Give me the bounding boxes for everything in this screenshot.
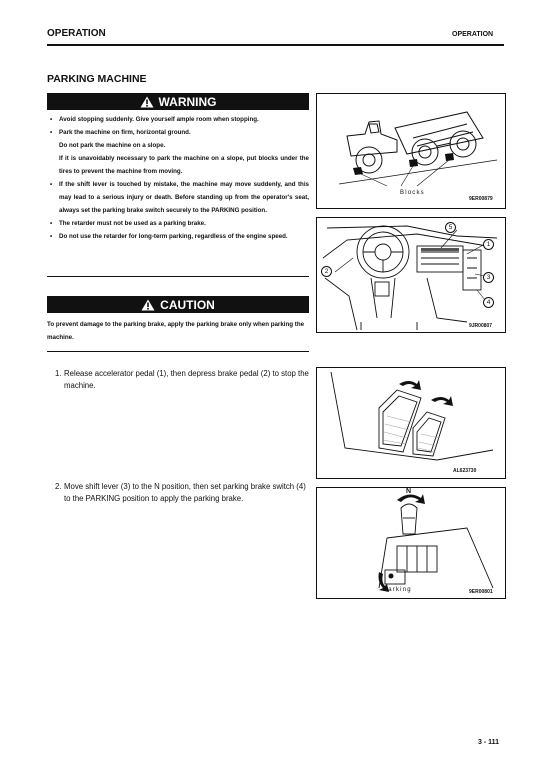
warning-end-rule: [47, 276, 309, 277]
callout-4: 4: [483, 297, 494, 308]
step-number: 1.: [55, 369, 62, 378]
pedals-illustration: [317, 368, 505, 478]
callout-3: 3: [483, 272, 494, 283]
caution-triangle-icon: [141, 299, 155, 311]
warning-item: • If the shift lever is touched by mistake, the machine may move suddenly, and this may lead to a serious injury or death. Before standing up from the operator's seat, always set the parking brake switch securely to the PARKING position.: [49, 178, 309, 217]
figure-code: 9ER00879: [469, 196, 493, 202]
blocks-label: Blocks: [400, 190, 425, 196]
step-text: Release accelerator pedal (1), then depress brake pedal (2) to stop the machine.: [64, 369, 309, 390]
figure-code: 9ER00801: [469, 589, 493, 595]
cab-interior-illustration: [317, 218, 505, 332]
warning-item: • The retarder must not be used as a parking brake.: [49, 217, 309, 230]
header-rule: [47, 44, 504, 46]
caution-end-rule: [47, 351, 309, 352]
warning-item: • Do not use the retarder for long-term parking, regardless of the engine speed.: [49, 230, 309, 243]
parking-label: Parking: [383, 587, 412, 593]
warning-triangle-icon: [140, 96, 154, 108]
callout-2: 2: [321, 266, 332, 277]
callout-5: 5: [445, 222, 456, 233]
step-text: Move shift lever (3) to the N position, then set parking brake switch (4) to the PARKING position to apply the parking brake.: [64, 482, 306, 503]
page-number: 3 - 111: [478, 739, 500, 746]
caution-text: To prevent damage to the parking brake, apply the parking brake only when parking the machine.: [47, 321, 305, 341]
shift-lever-illustration: [317, 488, 505, 598]
caution-banner: [47, 296, 309, 313]
header-right-title: OPERATION: [452, 31, 494, 38]
step-2: [55, 481, 311, 505]
warning-item: • Avoid stopping suddenly. Give yourself ample room when stopping.: [49, 113, 309, 126]
caution-label: CAUTION: [160, 297, 215, 312]
neutral-label: N: [406, 488, 413, 495]
warning-banner: [47, 93, 309, 110]
figure-truck-blocks: [316, 93, 506, 209]
section-title: PARKING MACHINE: [47, 73, 147, 85]
figure-shift-lever: [316, 487, 506, 599]
warning-subitem: Do not park the machine on a slope.: [59, 142, 166, 149]
warning-subitem: If it is unavoidably necessary to park the machine on a slope, put blocks under the tires to prevent the machine from moving.: [59, 155, 309, 175]
figure-pedals: [316, 367, 506, 479]
warning-list: [49, 113, 309, 243]
figure-code: AL623730: [453, 468, 477, 474]
callout-1: 1: [483, 239, 494, 250]
warning-item: • Park the machine on firm, horizontal ground. Do not park the machine on a slope. If it is unavoidably necessary to park the machine on a slope, put blocks under the tires to prevent the machine from moving.: [49, 126, 309, 178]
warning-label: WARNING: [158, 94, 217, 109]
figure-cab-interior: [316, 217, 506, 333]
header-left-title: OPERATION: [47, 28, 106, 39]
step-number: 2.: [55, 482, 62, 491]
figure-code: 9JR00807: [469, 323, 493, 329]
step-1: [55, 368, 311, 392]
